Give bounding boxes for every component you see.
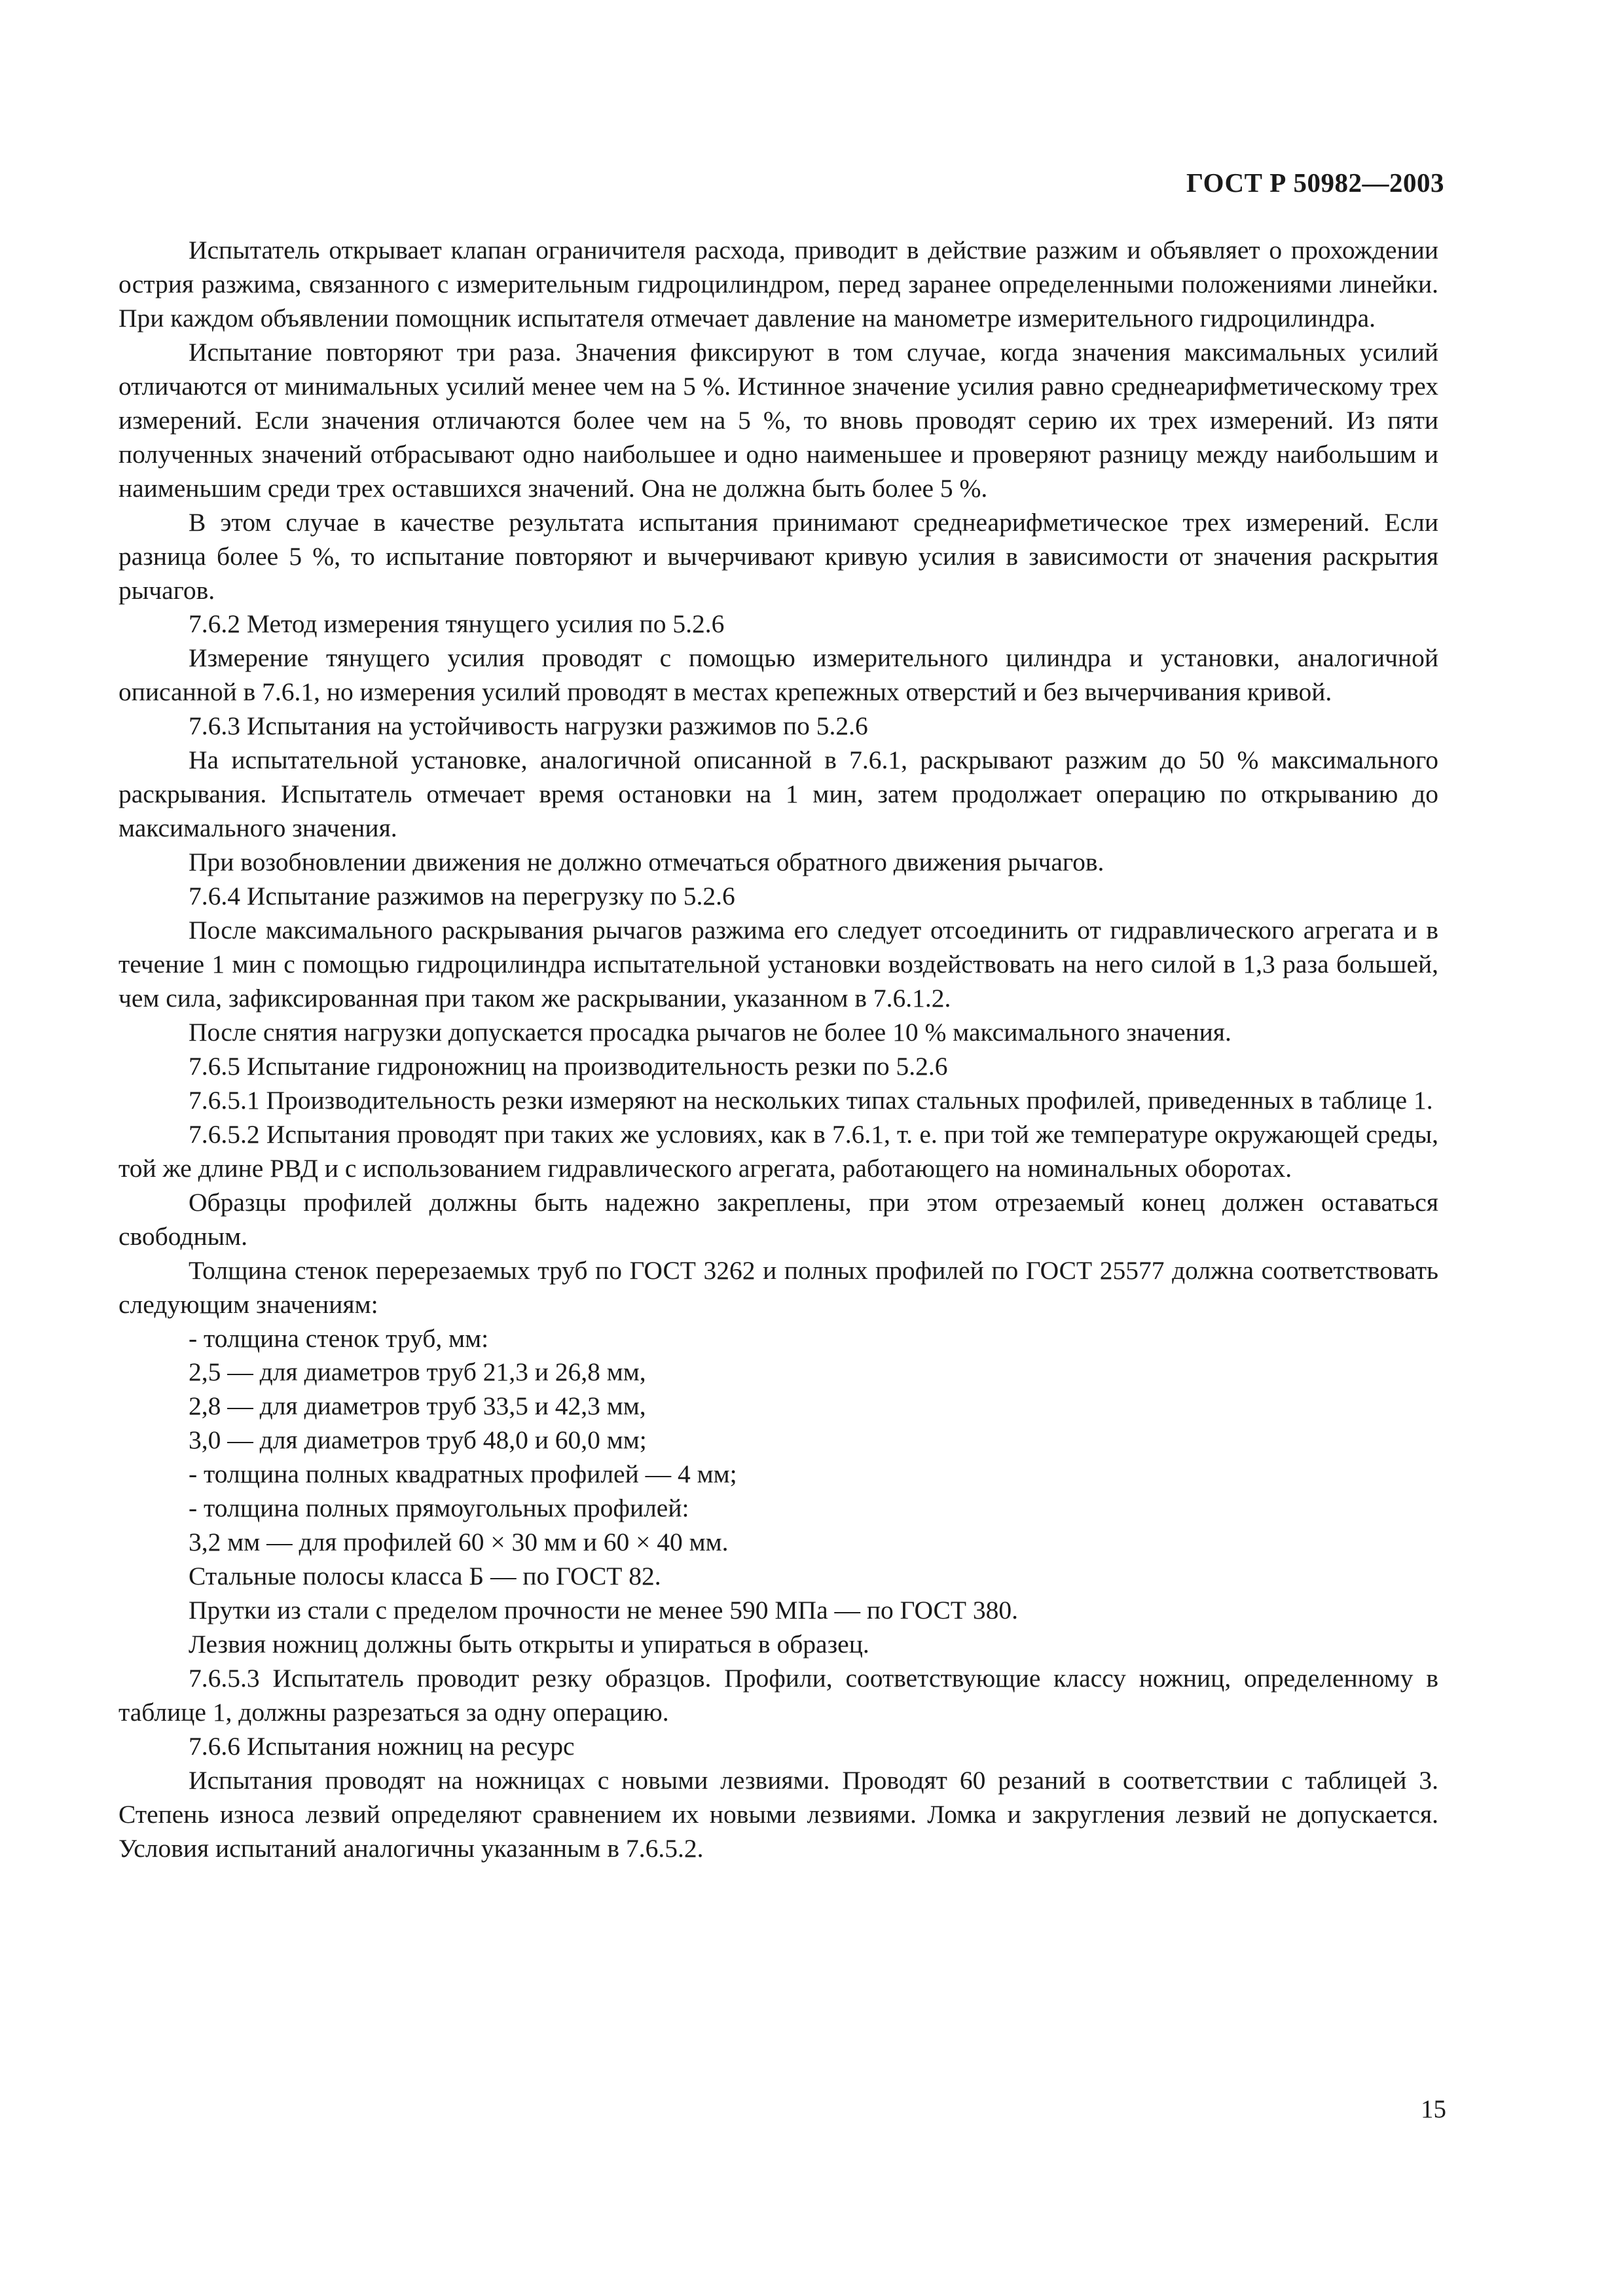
paragraph: Лезвия ножниц должны быть открыты и упираться в образец. xyxy=(189,1630,869,1659)
paragraph: 7.6.5.1 Производительность резки измеряют на нескольких типах стальных профилей, приведенных в таблице 1. xyxy=(189,1085,1433,1115)
paragraph: На испытательной установке, аналогичной описанной в 7.6.1, раскрывают разжим до 50 % максимального раскрывания. Испытатель отмечает время остановки на 1 мин, затем продолжает операцию по открыванию до максимального значения. xyxy=(119,745,1438,843)
paragraph: Испытание повторяют три раза. Значения фиксируют в том случае, когда значения максимальных усилий отличаются от минимальных усилий менее чем на 5 %. Истинное значение усилия равно среднеарифметическому трех измерений. Если значения отличаются более чем на 5 %, то вновь проводят серию их трех измерений. Из пяти полученных значений отбрасывают одно наибольшее и одно наименьшее и проверяют разницу между наибольшим и наименьшим среди трех оставшихся значений. Она не должна быть более 5 %. xyxy=(119,337,1438,503)
paragraph: Измерение тянущего усилия проводят с помощью измерительного цилиндра и установки, аналогичной описанной в 7.6.1, но измерения усилий проводят в местах крепежных отверстий и без вычерчивания кривой. xyxy=(119,643,1438,707)
section-heading: 7.6.3 Испытания на устойчивость нагрузки разжимов по 5.2.6 xyxy=(189,711,868,741)
paragraph: После снятия нагрузки допускается просадка рычагов не более 10 % максимального значения. xyxy=(189,1017,1231,1047)
document-body xyxy=(119,234,1438,1866)
list-item: 2,8 — для диаметров труб 33,5 и 42,3 мм, xyxy=(189,1391,646,1421)
page-number: 15 xyxy=(1421,2095,1446,2123)
paragraph: При возобновлении движения не должно отмечаться обратного движения рычагов. xyxy=(189,848,1104,877)
section-heading: 7.6.2 Метод измерения тянущего усилия по 5.2.6 xyxy=(189,609,725,639)
paragraph: Толщина стенок перерезаемых труб по ГОСТ 3262 и полных профилей по ГОСТ 25577 должна соответствовать следующим значениям: xyxy=(119,1255,1438,1319)
section-heading: 7.6.5 Испытание гидроножниц на производительность резки по 5.2.6 xyxy=(189,1051,948,1081)
section-heading: 7.6.4 Испытание разжимов на перегрузку по 5.2.6 xyxy=(189,882,735,911)
paragraph: Испытания проводят на ножницах с новыми лезвиями. Проводят 60 резаний в соответствии с таблицей 3. Степень износа лезвий определяют сравнением их новыми лезвиями. Ломка и закругления лезвий не допускается. Условия испытаний аналогичны указанным в 7.6.5.2. xyxy=(119,1765,1438,1863)
paragraph: Образцы профилей должны быть надежно закреплены, при этом отрезаемый конец должен оставаться свободным. xyxy=(119,1187,1438,1251)
document-header: ГОСТ Р 50982—2003 xyxy=(1186,168,1444,198)
paragraph: 7.6.5.3 Испытатель проводит резку образцов. Профили, соответствующие классу ножниц, определенному в таблице 1, должны разрезаться за одну операцию. xyxy=(119,1664,1438,1727)
paragraph: 7.6.5.2 Испытания проводят при таких же условиях, как в 7.6.1, т. е. при той же температуре окружающей среды, той же длине РВД и с использованием гидравлического агрегата, работающего на номинальных оборотах. xyxy=(119,1119,1438,1183)
paragraph: Прутки из стали с пределом прочности не менее 590 МПа — по ГОСТ 380. xyxy=(189,1596,1018,1625)
list-item: 2,5 — для диаметров труб 21,3 и 26,8 мм, xyxy=(189,1357,646,1387)
paragraph: Испытатель открывает клапан ограничителя расхода, приводит в действие разжим и объявляет о прохождении острия разжима, связанного с измерительным гидроцилиндром, перед заранее определенными положениями линейки. При каждом объявлении помощник испытателя отмечает давление на манометре измерительного гидроцилиндра. xyxy=(119,236,1438,332)
paragraph: В этом случае в качестве результата испытания принимают среднеарифметическое трех измерений. Если разница более 5 %, то испытание повторяют и вычерчивают кривую усилия в зависимости от значения раскрытия рычагов. xyxy=(119,507,1438,605)
paragraph: После максимального раскрывания рычагов разжима его следует отсоединить от гидравлического агрегата и в течение 1 мин с помощью гидроцилиндра испытательной установки воздействовать на него силой в 1,3 раза большей, чем сила, зафиксированная при таком же раскрывании, указанном в 7.6.1.2. xyxy=(119,916,1438,1013)
list-item: - толщина полных квадратных профилей — 4 мм; xyxy=(189,1460,737,1489)
section-heading: 7.6.6 Испытания ножниц на ресурс xyxy=(189,1731,575,1761)
list-item: 3,2 мм — для профилей 60 × 30 мм и 60 × 40 мм. xyxy=(189,1528,729,1557)
paragraph: Стальные полосы класса Б — по ГОСТ 82. xyxy=(189,1562,661,1591)
list-item: - толщина полных прямоугольных профилей: xyxy=(189,1494,689,1523)
list-item: - толщина стенок труб, мм: xyxy=(189,1323,489,1353)
list-item: 3,0 — для диаметров труб 48,0 и 60,0 мм; xyxy=(189,1426,647,1455)
